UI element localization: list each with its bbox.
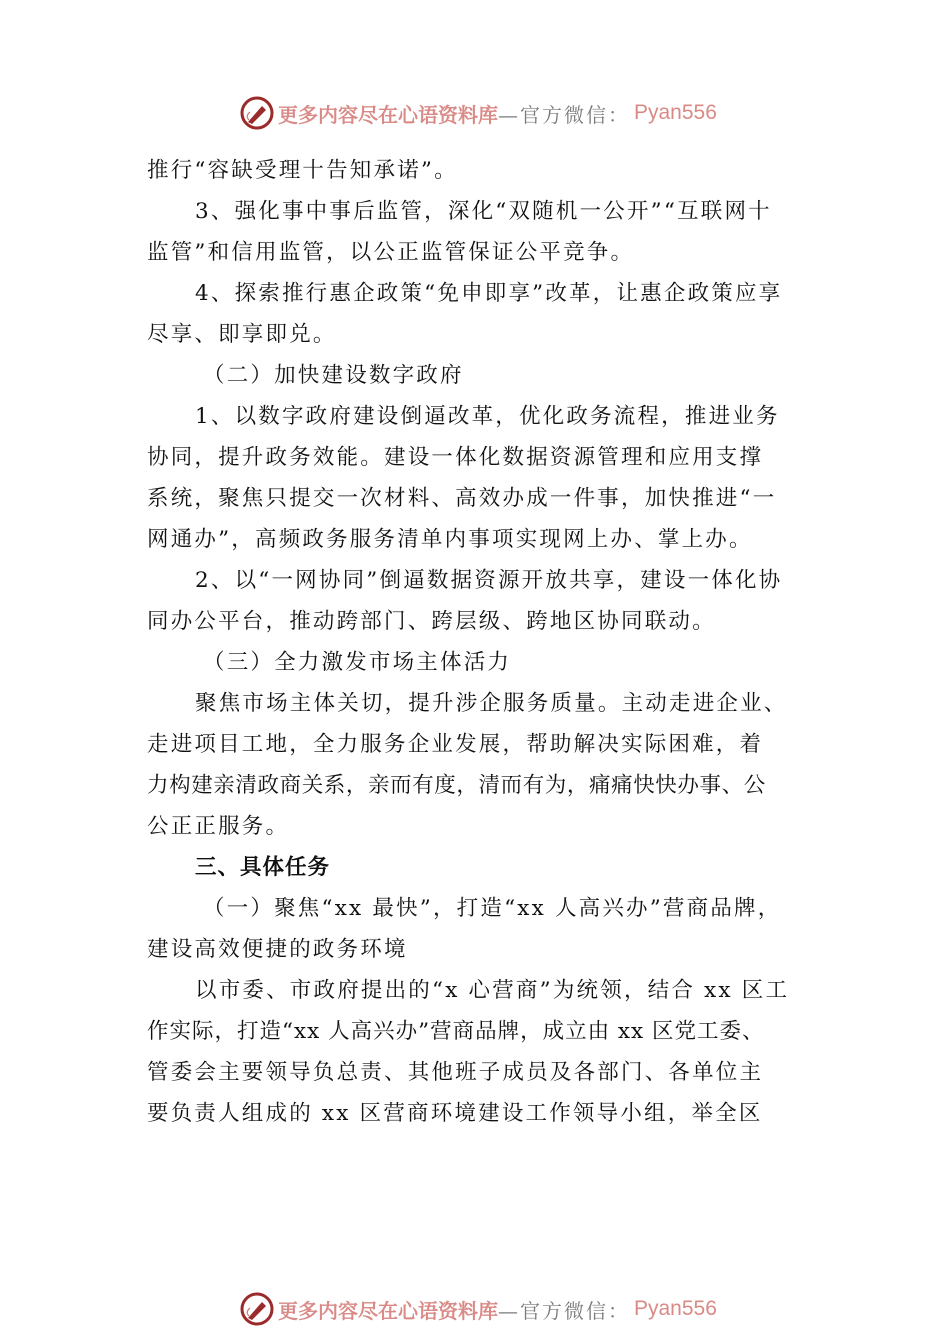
banner-gray-text: —官方微信： <box>498 102 630 127</box>
paragraph-line: 走进项目工地，全力服务企业发展，帮助解决实际困难，着 <box>147 732 764 757</box>
paragraph-line: 尽享、即享即兑。 <box>147 322 337 347</box>
paragraph-line: 以市委、市政府提出的“x 心营商”为统领，结合 xx 区工 <box>195 978 790 1003</box>
pen-logo-icon <box>240 1292 274 1326</box>
section-heading: （二）加快建设数字政府 <box>203 363 464 388</box>
document-body <box>147 150 809 1134</box>
paragraph-line: 协同，提升政务效能。建设一体化数据资源管理和应用支撑 <box>147 445 764 470</box>
paragraph-line: 力构建亲清政商关系，亲而有度，清而有为，痛痛快快办事、公 <box>147 773 766 798</box>
paragraph-line: 作实际，打造“xx 人高兴办”营商品牌，成立由 xx 区党工委、 <box>147 1019 765 1044</box>
banner-gray-text: —官方微信： <box>498 1298 630 1323</box>
paragraph-line: 管委会主要领导负总责、其他班子成员及各部门、各单位主 <box>147 1060 764 1085</box>
paragraph-line: 4、探索推行惠企政策“免申即享”改革，让惠企政策应享 <box>195 281 783 306</box>
pen-logo-icon <box>240 96 274 130</box>
paragraph-line: 网通办”，高频政务服务清单内事项实现网上办、掌上办。 <box>147 527 753 552</box>
banner-wechat-id: Pyan556 <box>634 101 717 124</box>
paragraph-line: 2、以“一网协同”倒逼数据资源开放共享，建设一体化协 <box>195 568 783 593</box>
section-heading: （三）全力激发市场主体活力 <box>203 650 512 675</box>
banner-red-text: 更多内容尽在心语资料库 <box>278 1298 498 1323</box>
banner-wechat-id: Pyan556 <box>634 1297 717 1320</box>
paragraph-line: 1、以数字政府建设倒逼改革，优化政务流程，推进业务 <box>195 404 780 429</box>
section-heading-continued: 建设高效便捷的政务环境 <box>147 937 408 962</box>
paragraph-line: 要负责人组成的 xx 区营商环境建设工作领导小组，举全区 <box>147 1101 763 1126</box>
paragraph-line: 监管”和信用监管，以公正监管保证公平竞争。 <box>147 240 635 265</box>
paragraph-line: 公正正服务。 <box>147 814 290 839</box>
chapter-heading: 三、具体任务 <box>195 855 331 880</box>
header-watermark-banner <box>240 93 717 133</box>
paragraph-line: 聚焦市场主体关切，提升涉企服务质量。主动走进企业、 <box>195 691 788 716</box>
banner-red-text: 更多内容尽在心语资料库 <box>278 102 498 127</box>
paragraph-line: 系统，聚焦只提交一次材料、高效办成一件事，加快推进“一 <box>147 486 777 511</box>
paragraph-line: 推行“容缺受理十告知承诺”。 <box>147 158 458 183</box>
footer-watermark-banner <box>240 1289 717 1329</box>
paragraph-line: 同办公平台，推动跨部门、跨层级、跨地区协同联动。 <box>147 609 716 634</box>
section-heading: （一）聚焦“xx 最快”，打造“xx 人高兴办”营商品牌， <box>203 896 782 921</box>
paragraph-line: 3、强化事中事后监管，深化“双随机一公开”“互联网十 <box>195 199 772 224</box>
